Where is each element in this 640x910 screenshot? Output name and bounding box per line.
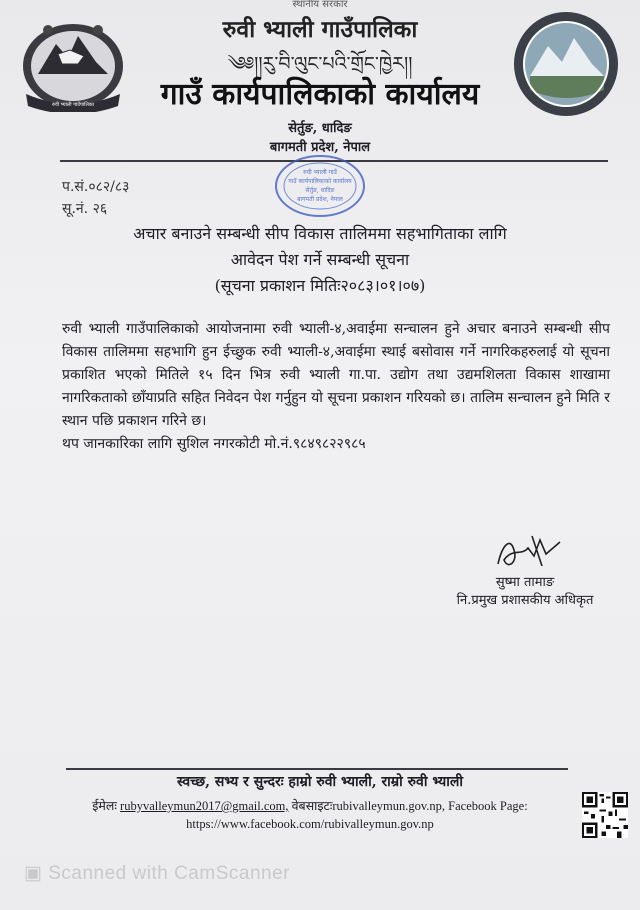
email-link[interactable]: rubyvalleymun2017@gmail.com, — [120, 799, 289, 813]
email-label: ईमेलः — [92, 799, 117, 813]
tibetan-name: ༄༅།།རུ་བི་ལུང་པའི་གྲོང་ཁྱེར།། — [227, 53, 413, 75]
camscanner-icon: ▣ — [24, 863, 43, 884]
municipality-seal-icon — [512, 10, 620, 118]
letter-number: प.सं.०८२/८३ — [62, 179, 130, 195]
municipality-name: रुवी भ्याली गाउँपालिका — [222, 16, 418, 43]
subject-line-1: अचार बनाउने सम्बन्धी सीप विकास तालिममा सहभागिताका लागि — [133, 224, 507, 243]
website-text: वेबसाइटःrubivalleymun.gov.np, Facebook Page: — [291, 799, 528, 813]
address-line-1: सेर्तुङ, धादिङ — [288, 121, 352, 136]
footer-contact-line — [60, 797, 560, 814]
stamp-text-1: रुवी भ्याली गाउँ — [303, 169, 337, 176]
facebook-link[interactable]: https://www.facebook.com/rubivalleymun.gov.np — [186, 817, 434, 831]
signature-icon — [488, 526, 568, 576]
footer-slogan: स्वच्छ, सभ्य र सुन्दरः हाम्रो रुवी भ्याली, राम्रो रुवी भ्याली — [176, 774, 464, 790]
contact-info: थप जानकारिका लागि सुशिल नगरकोटी मो.नं.९८४९८२२९८५ — [62, 436, 366, 452]
publication-date: (सूचना प्रकाशन मितिः२०८३।०१।०७) — [214, 276, 426, 295]
address-line-2: बागमती प्रदेश, नेपाल — [269, 140, 371, 155]
signatory-title: नि.प्रमुख प्रशासकीय अधिकृत — [456, 593, 594, 608]
reference-block — [62, 176, 129, 220]
subject-line-2: आवेदन पेश गर्ने सम्बन्धी सूचना — [230, 250, 410, 269]
government-label: स्थानीय सरकार — [292, 0, 348, 10]
watermark-text: Scanned with CamScanner — [48, 863, 290, 884]
emblem-text: रुवी भ्याली गाउँपालिका — [51, 102, 95, 108]
footer-divider — [66, 768, 568, 770]
office-name: गाउँ कार्यपालिकाको कार्यालय — [160, 77, 480, 112]
qr-code-icon — [582, 792, 628, 838]
dispatch-number: सू.नं. २६ — [62, 201, 108, 217]
notice-body — [62, 318, 610, 456]
notice-paragraph: रुवी भ्याली गाउँपालिकाको आयोजनामा रुवी भ्याली-४,अवाईमा सन्चालन हुने अचार बनाउने सम्बन्धी सीप विकास तालिममा सहभागि हुन ईच्छुक रुवी भ्याली-४,अवाईमा स्थाई बसोवास गर्ने नागरिकहरुलाई यो सूचना प्रकाशित भएको मितिले १५ दिन भित्र रुवी भ्याली गा.पा. उद्योग तथा उद्यमशिलता विकास शाखामा नागरिकताको छाँयाप्रति सहित निवेदन पेश गर्नुहुन यो सूचना प्रकाशन गरियको छ। तालिम सन्चालन हुने मिति र स्थान पछि प्रकाशन गरिने छ। — [62, 321, 610, 429]
stamp-text-2: गाउँ कार्यपालिकाको कार्यालय — [288, 178, 352, 185]
scanner-watermark — [24, 862, 290, 885]
signatory-name: सुष्मा तामाङ — [495, 575, 555, 590]
stamp-text-3: सेर्तुङ, धादिङ — [305, 187, 335, 194]
stamp-text-4: बागमती प्रदेश, नेपाल — [297, 196, 343, 203]
office-stamp-icon — [270, 150, 370, 220]
